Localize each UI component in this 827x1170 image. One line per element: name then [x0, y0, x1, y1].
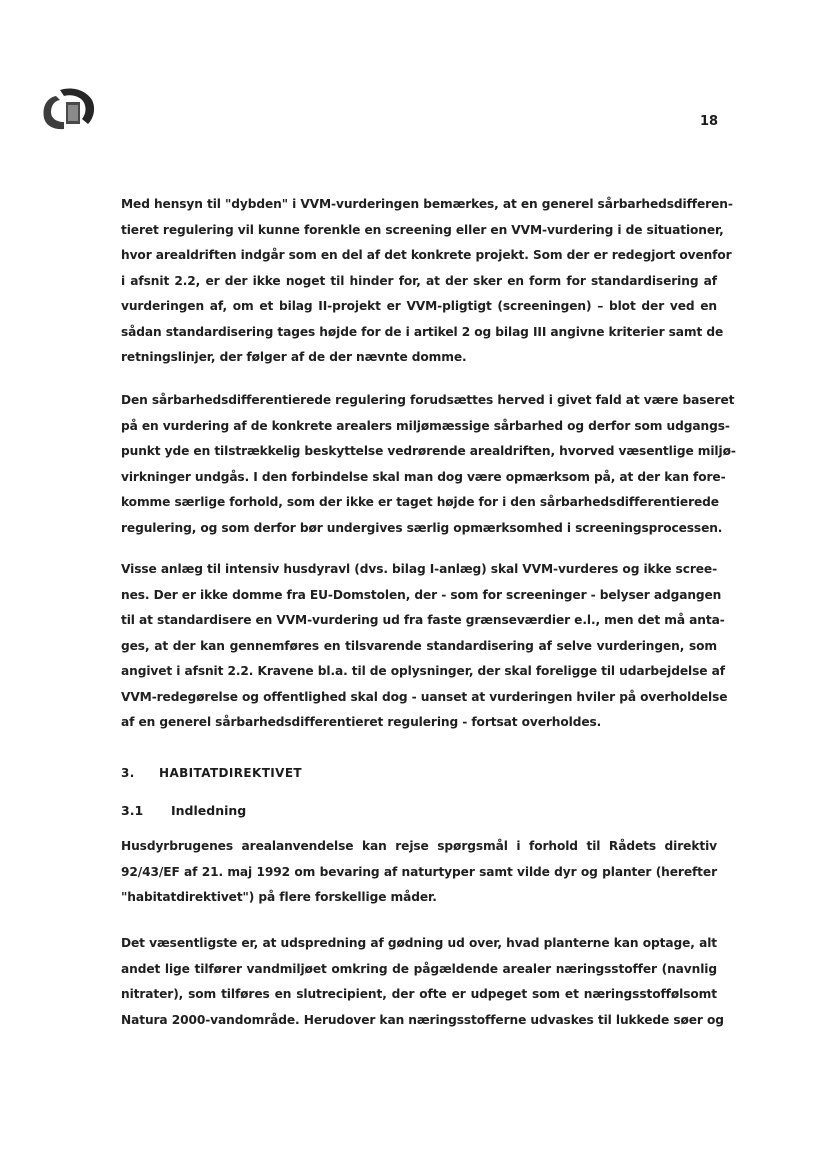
text-line: hvor arealdriften indgår som en del af det konkrete projekt. Som der er redegjort ovenfor	[121, 248, 732, 262]
paragraph-fertilizer	[121, 931, 724, 1033]
section-heading	[121, 766, 302, 780]
text-line: sådan standardisering tages højde for de i artikel 2 og bilag III angivne kriterier samt de	[121, 324, 724, 339]
text-line: komme særlige forhold, som der ikke er taget højde for i den sårbarhedsdifferentierede	[121, 495, 719, 509]
text-line: tieret regulering vil kunne forenkle en screening eller en VVM-vurdering i de situationer,	[121, 222, 724, 237]
text-line: Husdyrbrugenes arealanvendelse kan rejse spørgsmål i forhold til Rådets direktiv	[121, 839, 717, 853]
text-line: i afsnit 2.2, er der ikke noget til hinder for, at der sker en form for standardisering af	[121, 273, 717, 288]
text-line: "habitatdirektivet") på flere forskellige måder.	[121, 890, 437, 904]
subsection-number: 3.1	[121, 803, 144, 818]
paragraph-regulation	[121, 388, 736, 541]
text-line: regulering, og som derfor bør undergives særlig opmærksomhed i screeningsprocessen.	[121, 520, 723, 535]
text-line: virkninger undgås. I den forbindelse skal man dog være opmærksom på, at der kan fore-	[121, 469, 726, 484]
text-line: nitrater), som tilføres en slutrecipient, der ofte er udpeget som et næringsstoffølsomt	[121, 987, 717, 1001]
text-line: af en generel sårbarhedsdifferentieret regulering - fortsat overholdes.	[121, 715, 602, 729]
text-line: Det væsentligste er, at udspredning af gødning ud over, hvad planterne kan optage, alt	[121, 936, 717, 950]
page-number: 18	[700, 114, 719, 129]
text-line: Med hensyn til "dybden" i VVM-vurderingen bemærkes, at en generel sårbarhedsdifferen-	[121, 197, 733, 211]
text-line: angivet i afsnit 2.2. Kravene bl.a. til de oplysninger, der skal foreligge til udarbejdelse af	[121, 664, 725, 678]
section-number: 3.	[121, 766, 135, 780]
text-line: Den sårbarhedsdifferentierede regulering forudsættes herved i givet fald at være baseret	[121, 393, 735, 407]
subsection-heading	[121, 803, 246, 818]
text-line: VVM-redegørelse og offentlighed skal dog - uanset at vurderingen hviler på overholdelse	[121, 689, 728, 704]
text-line: vurderingen af, om et bilag II-projekt er VVM-pligtigt (screeningen) – blot der ved en	[121, 299, 717, 313]
subsection-title: Indledning	[171, 803, 247, 818]
section-title: HABITATDIREKTIVET	[159, 766, 303, 780]
text-line: ges, at der kan gennemføres en tilsvarende standardisering af selve vurderingen, som	[121, 638, 717, 653]
text-line: på en vurdering af de konkrete arealers miljømæssige sårbarhed og derfor som udgangs-	[121, 418, 730, 433]
text-line: punkt yde en tilstrækkelig beskyttelse vedrørende arealdriften, hvorved væsentlige miljø-	[121, 444, 736, 458]
text-line: Visse anlæg til intensiv husdyravl (dvs. bilag I-anlæg) skal VVM-vurderes og ikke scree-	[121, 562, 718, 576]
text-line: nes. Der er ikke domme fra EU-Domstolen, der - som for screeninger - belyser adgangen	[121, 587, 722, 602]
text-line: Natura 2000-vandområde. Herudover kan næringsstofferne udvaskes til lukkede søer og	[121, 1012, 724, 1027]
text-line: andet lige tilfører vandmiljøet omkring de pågældende arealer næringsstoffer (navnlig	[121, 961, 717, 976]
text-line: 92/43/EF af 21. maj 1992 om bevaring af naturtyper samt vilde dyr og planter (herefter	[121, 864, 717, 879]
text-line: til at standardisere en VVM-vurdering ud fra faste grænseværdier e.l., men det må anta-	[121, 613, 725, 627]
paragraph-habitat-intro	[121, 834, 717, 911]
company-logo-icon	[38, 86, 100, 132]
paragraph-intensive-livestock	[121, 557, 728, 736]
paragraph-vvm-depth	[121, 192, 733, 371]
text-line: retningslinjer, der følger af de der nævnte domme.	[121, 350, 467, 364]
